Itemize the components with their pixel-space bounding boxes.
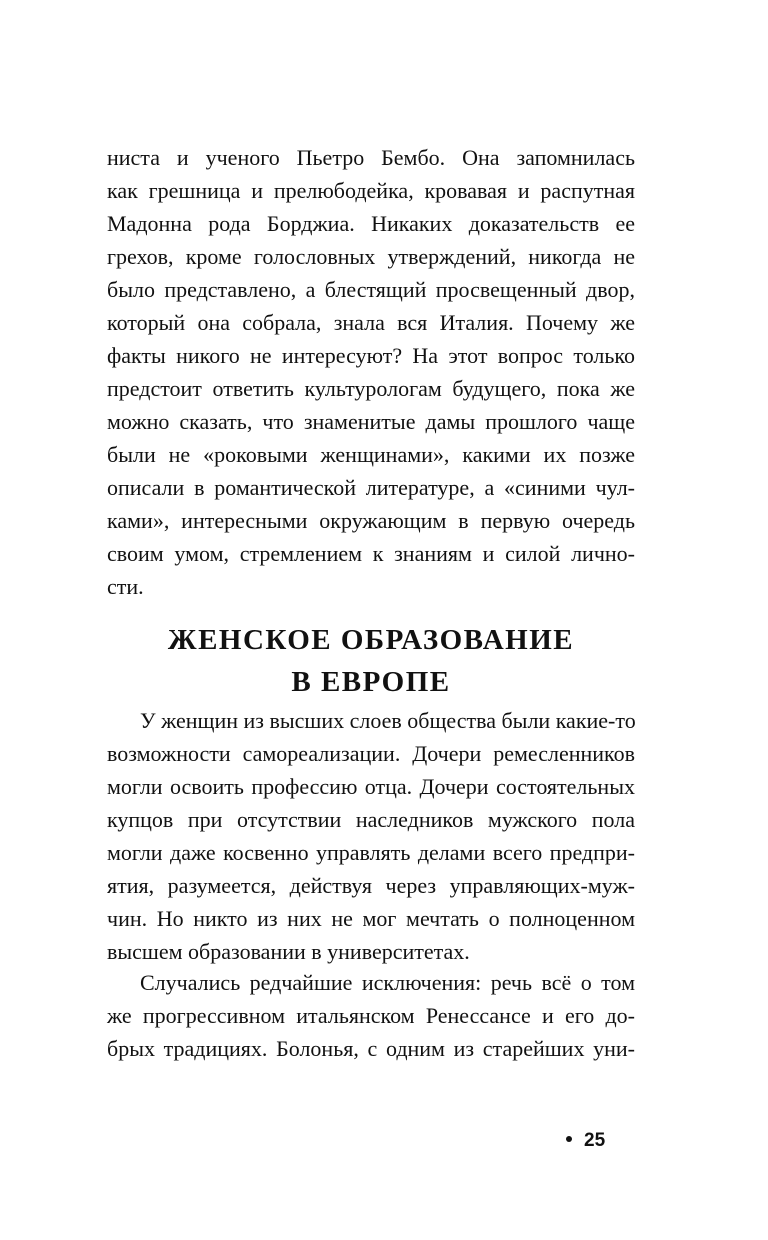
text-line: могли даже косвенно управлять делами всего предпри- [107, 840, 635, 865]
text-line: Случались редчайшие исключения: речь всё о том [140, 970, 635, 995]
text-line: чин. Но никто из них не мог мечтать о полноценном [107, 906, 635, 931]
bullet-icon [566, 1136, 572, 1142]
text-line: же прогрессивном итальянском Ренессансе и его до- [107, 1003, 635, 1028]
text-line: можно сказать, что знаменитые дамы прошлого чаще [107, 409, 635, 434]
text-line: могли освоить профессию отца. Дочери состоятельных [107, 774, 635, 799]
text-line: факты никого не интересуют? На этот вопрос только [107, 343, 635, 368]
text-line: У женщин из высших слоев общества были какие-то [140, 708, 636, 733]
page-number [566, 1127, 626, 1155]
text-line: брых традициях. Болонья, с одним из старейших уни- [107, 1036, 635, 1061]
text-line: ками», интересными окружающим в первую очередь [107, 508, 635, 533]
text-line: который она собрала, знала вся Италия. Почему же [107, 310, 635, 335]
text-line: грехов, кроме голословных утверждений, никогда не [107, 244, 635, 269]
text-line: Мадонна рода Борджиа. Никаких доказательств ее [107, 211, 635, 236]
text-line: своим умом, стремлением к знаниям и силой лично- [107, 541, 635, 566]
page-number-value: 25 [584, 1130, 606, 1151]
text-line: ятия, разумеется, действуя через управляющих-муж- [107, 873, 635, 898]
heading-line-1: ЖЕНСКОЕ ОБРАЗОВАНИЕ [167, 624, 575, 656]
text-line: предстоит ответить культурологам будущего, пока же [107, 376, 635, 401]
text-line: были не «роковыми женщинами», какими их позже [107, 442, 635, 467]
text-line: ниста и ученого Пьетро Бембо. Она запомнилась [107, 145, 635, 170]
heading-line-2: В ЕВРОПЕ [291, 666, 451, 698]
text-line: высшем образовании в университетах. [107, 939, 470, 964]
text-line: возможности самореализации. Дочери ремесленников [107, 741, 635, 766]
text-line: описали в романтической литературе, а «синими чул- [107, 475, 635, 500]
text-line: купцов при отсутствии наследников мужского пола [107, 807, 635, 832]
text-line: было представлено, а блестящий просвещенный двор, [107, 277, 635, 302]
text-line: как грешница и прелюбодейка, кровавая и распутная [107, 178, 635, 203]
text-line: сти. [107, 574, 144, 599]
